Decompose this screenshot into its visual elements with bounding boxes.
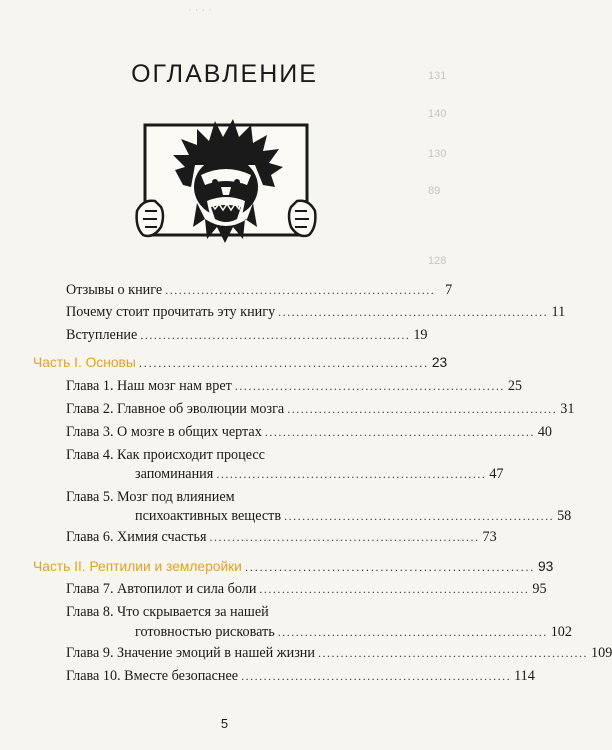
toc-entry-intro: Вступление ............................................................ 19 <box>66 327 428 343</box>
toc-chapter-10: Глава 10. Вместе безопаснее ............................................................ 114 <box>66 668 535 684</box>
toc-part-1: Часть I. Основы ............................................................ 23 <box>33 355 448 370</box>
toc-chapter-5: психоактивных веществ ............................................................ 58 <box>135 508 572 524</box>
toc-chapter-4: запоминания ............................................................ 47 <box>135 466 504 482</box>
toc-chapter-2: Глава 2. Главное об эволюции мозга ............................................................ 31 <box>66 401 575 417</box>
toc-chapter-7: Глава 7. Автопилот и сила боли ............................................................ 95 <box>66 581 547 597</box>
toc-chapter-5-title: Глава 5. Мозг под влиянием <box>66 489 235 505</box>
toc-chapter-3: Глава 3. О мозге в общих чертах ............................................................ 40 <box>66 424 553 440</box>
toc-chapter-1: Глава 1. Наш мозг нам врет ............................................................ 25 <box>66 378 523 394</box>
toc-chapter-4-title: Глава 4. Как происходит процесс <box>66 447 265 463</box>
toc-chapter-9: Глава 9. Значение эмоций в нашей жизни ............................................................ 109 <box>66 645 612 661</box>
page-title: ОГЛАВЛЕНИЕ <box>131 60 318 88</box>
page-number: 5 <box>220 716 229 731</box>
toc-entry-why-read: Почему стоит прочитать эту книгу ............................................................ 11 <box>66 304 566 320</box>
toc-part-2: Часть II. Рептилии и землеройки ............................................................ 93 <box>33 559 554 574</box>
toc-chapter-8: готовностью рисковать ............................................................ 102 <box>135 624 572 640</box>
toc-entry-reviews: Отзывы о книге ............................................................ 7 <box>66 282 453 298</box>
toc-chapter-6: Глава 6. Химия счастья ............................................................ 73 <box>66 529 497 545</box>
toc-chapter-8-title: Глава 8. Что скрывается за нашей <box>66 604 269 620</box>
caveman-illustration <box>135 115 317 250</box>
